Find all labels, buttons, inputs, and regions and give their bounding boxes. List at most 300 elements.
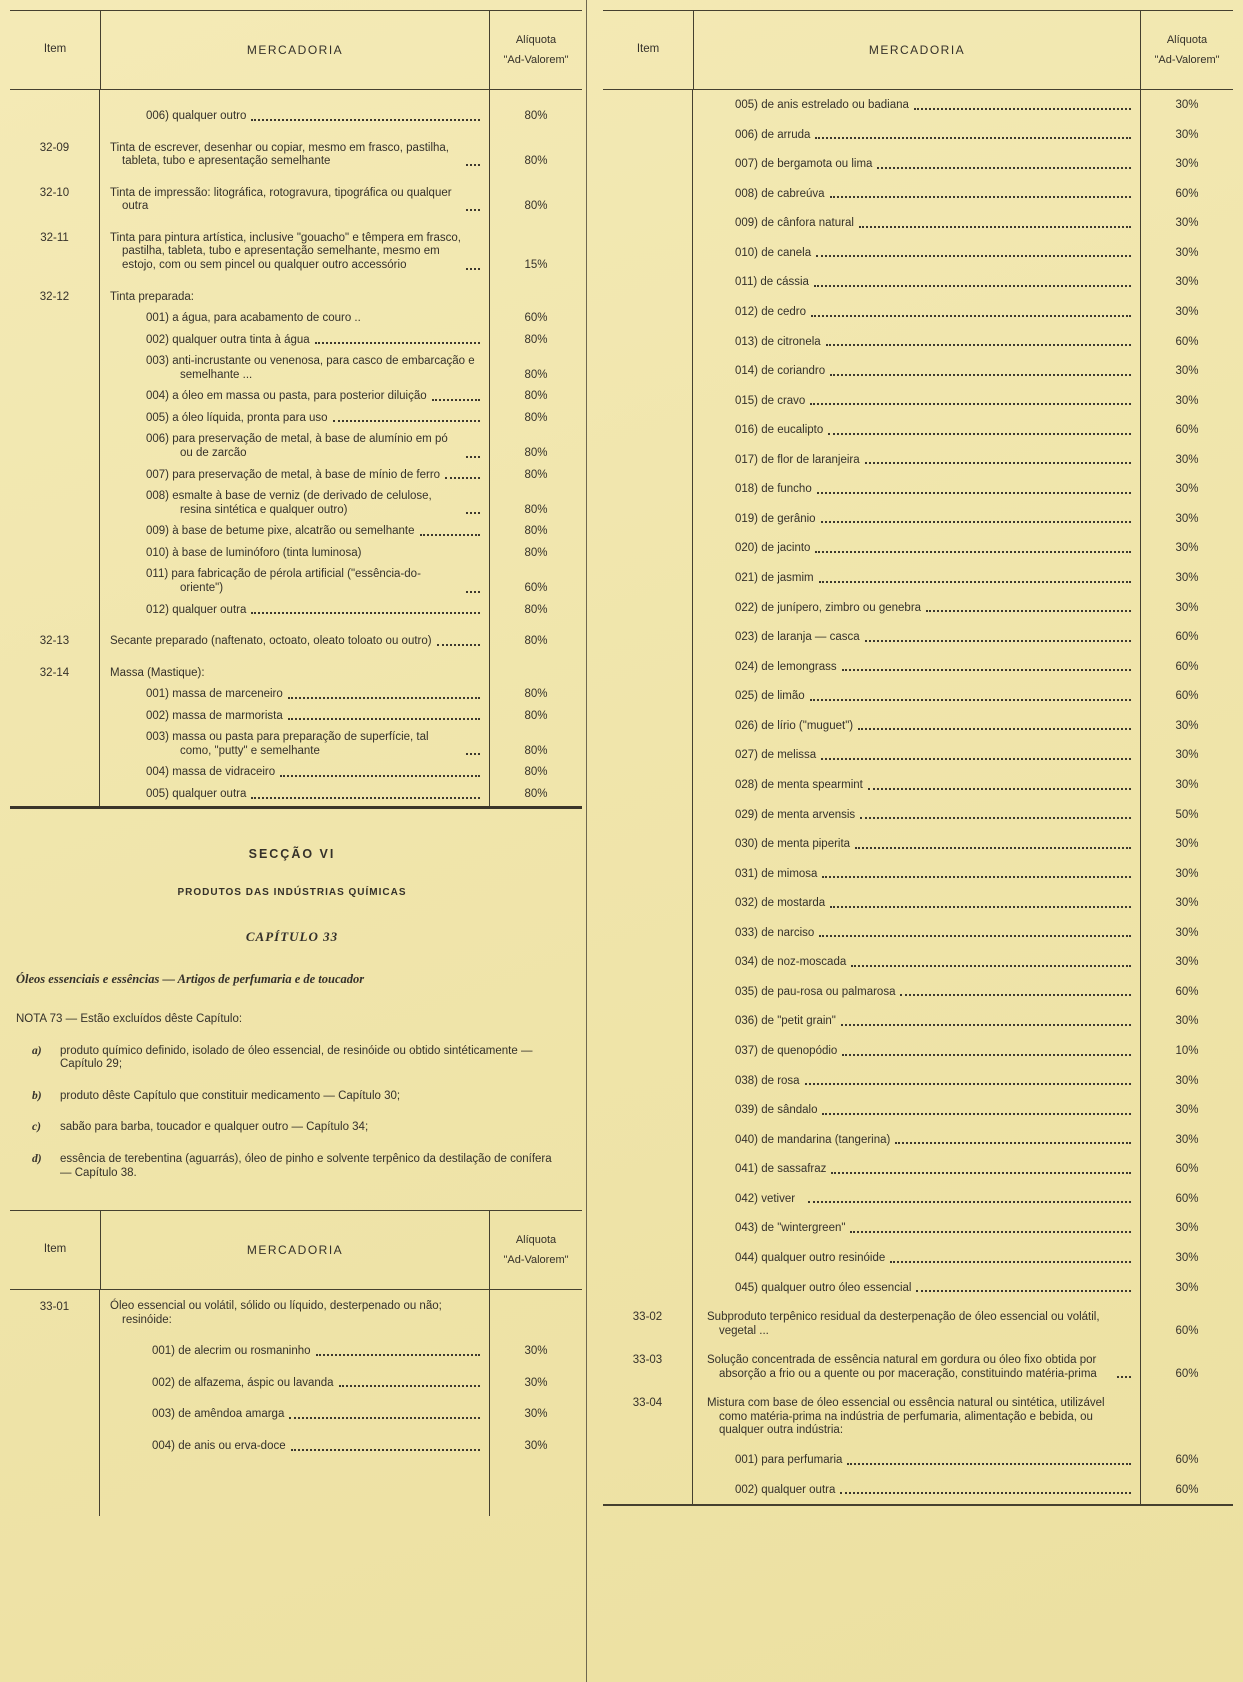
exclusion-letter: c) (32, 1121, 41, 1134)
exclusion-letter: d) (32, 1153, 42, 1165)
table-row (603, 208, 1233, 238)
table-row (603, 504, 1233, 534)
mercadoria-cell (100, 564, 490, 599)
mercadoria-cell (693, 711, 1141, 741)
mercadoria-text: 004) de anis ou erva-doce (152, 1439, 286, 1452)
mercadoria-cell (100, 173, 490, 218)
mercadoria-text: 018) de funcho (735, 483, 812, 496)
table-row (603, 238, 1233, 268)
table-row (10, 1430, 582, 1516)
mercadoria-cell (693, 1273, 1141, 1303)
aliquota-value (1141, 1388, 1233, 1445)
mercadoria-cell (693, 888, 1141, 918)
mercadoria-cell (693, 977, 1141, 1007)
item-code (10, 351, 100, 386)
dot-leader (288, 718, 480, 720)
table-row (603, 1302, 1233, 1345)
item-code: 32-09 (10, 128, 100, 173)
mercadoria-text: Tinta para pintura artística, inclusive "gouacho" e têmpera em frasco, pastilha, tableta, tubo e apresentação semelhante, mesmo em estojo, com ou sem pincel ou qualquer outro accessório (110, 231, 461, 271)
exclusion-letter: a) (32, 1044, 42, 1057)
dot-leader (466, 209, 480, 211)
item-code (603, 918, 693, 948)
item-code (10, 429, 100, 464)
aliquota-value: 50% (1175, 808, 1199, 821)
table-row (603, 563, 1233, 593)
aliquota-value: 30% (1175, 542, 1199, 555)
dot-leader (445, 477, 480, 479)
mercadoria-cell (693, 1006, 1141, 1036)
mercadoria-text: 029) de menta arvensis (735, 808, 856, 821)
item-code (603, 386, 693, 416)
table-row (10, 308, 582, 330)
dot-leader (858, 728, 1131, 730)
mercadoria-text: 034) de noz-moscada (735, 956, 847, 969)
dot-leader (466, 753, 480, 755)
aliquota-value: 10% (1175, 1045, 1199, 1057)
table-row (10, 1290, 582, 1335)
dot-leader (855, 847, 1131, 849)
dot-leader (830, 374, 1131, 376)
item-code (603, 1066, 693, 1096)
right-column (586, 0, 1243, 1682)
dot-leader (466, 456, 480, 458)
table-row (10, 128, 582, 173)
table-row (603, 1095, 1233, 1125)
mercadoria-text: 037) de quenopódio (735, 1045, 838, 1057)
aliquota-value: 80% (524, 503, 548, 516)
table-row (10, 521, 582, 543)
mercadoria-text: Tinta de impressão: litográfica, rotogravura, tipográfica ou qualquer outra (110, 186, 452, 213)
dot-leader (859, 226, 1131, 228)
mercadoria-cell (693, 947, 1141, 977)
mercadoria-cell (693, 918, 1141, 948)
dot-leader (814, 285, 1131, 287)
dot-leader (900, 994, 1131, 996)
mercadoria-text: 035) de pau-rosa ou palmarosa (735, 985, 896, 998)
mercadoria-cell (100, 1430, 490, 1516)
table-row (603, 1006, 1233, 1036)
mercadoria-text: 020) de jacinto (735, 542, 811, 555)
dot-leader (860, 817, 1131, 819)
dot-leader (432, 399, 480, 401)
mercadoria-cell (693, 504, 1141, 534)
dot-leader (842, 669, 1131, 671)
table-row (603, 327, 1233, 357)
dot-leader (822, 1113, 1131, 1115)
item-code: 32-14 (10, 653, 100, 685)
item-code (603, 415, 693, 445)
item-code (603, 1036, 693, 1066)
item-code (603, 327, 693, 357)
aliquota-value: 60% (1175, 187, 1199, 200)
aliquota-value: 30% (524, 1376, 548, 1389)
item-code (603, 681, 693, 711)
aliquota-value: 60% (1175, 985, 1199, 998)
aliquota-value: 30% (1175, 365, 1199, 378)
item-code (603, 445, 693, 475)
mercadoria-text: Mistura com base de óleo essencial ou essência natural ou sintética, utilizável como matéria-prima na indústria de perfumaria, alimentação e bebida, ou qualquer outra indústria: (707, 1397, 1105, 1437)
mercadoria-cell (100, 1335, 490, 1367)
item-code (603, 1125, 693, 1155)
table-row (603, 770, 1233, 800)
dot-leader (466, 512, 480, 514)
mercadoria-text: 016) de eucalipto (735, 424, 824, 437)
aliquota-value: 30% (1175, 128, 1199, 141)
mercadoria-text: 015) de cravo (735, 394, 806, 407)
mercadoria-text: 031) de mimosa (735, 867, 818, 880)
mercadoria-text: 005) qualquer outra (146, 788, 247, 800)
item-code (603, 149, 693, 179)
item-code (603, 267, 693, 297)
mercadoria-cell (693, 327, 1141, 357)
dot-leader (868, 788, 1131, 790)
dot-leader (810, 699, 1131, 701)
dot-leader (821, 758, 1131, 760)
mercadoria-cell (100, 762, 490, 784)
table-row (603, 740, 1233, 770)
aliquota-value: 30% (1175, 1133, 1199, 1146)
mercadoria-cell (100, 1290, 490, 1335)
dot-leader (251, 797, 480, 799)
aliquota-value: 30% (1175, 572, 1199, 584)
item-code (603, 90, 693, 120)
aliquota-value: 60% (1175, 1454, 1199, 1466)
item-code (10, 762, 100, 784)
aliquota-value: 60% (1175, 335, 1199, 348)
mercadoria-text: 028) de menta spearmint (735, 778, 863, 791)
table-body (603, 90, 1233, 1504)
mercadoria-cell (693, 120, 1141, 150)
aliquota-value: 80% (524, 155, 548, 168)
table-row (603, 1243, 1233, 1273)
table-row (603, 149, 1233, 179)
dot-leader (816, 255, 1131, 257)
mercadoria-text: 025) de limão (735, 690, 805, 703)
item-code (603, 356, 693, 386)
dot-leader (251, 119, 480, 121)
dot-leader (851, 965, 1131, 967)
item-code (603, 947, 693, 977)
item-code (603, 859, 693, 889)
mercadoria-text: 041) de sassafraz (735, 1163, 827, 1176)
mercadoria-text: 002) qualquer outra (735, 1483, 836, 1496)
item-code (603, 622, 693, 652)
mercadoria-text: 045) qualquer outro óleo essencial (735, 1281, 912, 1294)
mercadoria-cell (100, 90, 490, 128)
aliquota-value: 30% (1175, 158, 1199, 171)
item-code (603, 1006, 693, 1036)
aliquota-value: 30% (1175, 1104, 1199, 1117)
mercadoria-cell (693, 681, 1141, 711)
aliquota-value: 60% (524, 312, 548, 325)
mercadoria-cell (100, 600, 490, 622)
mercadoria-cell (693, 445, 1141, 475)
dot-leader (817, 492, 1131, 494)
dot-leader (840, 1492, 1131, 1494)
header-item: Item (603, 11, 694, 89)
table-row (603, 918, 1233, 948)
item-code (603, 1243, 693, 1273)
dot-leader (890, 1261, 1131, 1263)
mercadoria-cell (100, 543, 490, 565)
item-code: 33-04 (603, 1388, 693, 1445)
item-code (603, 563, 693, 593)
dot-leader (916, 1290, 1131, 1292)
mercadoria-cell (100, 465, 490, 487)
aliquota-value: 30% (1175, 867, 1199, 880)
mercadoria-cell (693, 474, 1141, 504)
dot-leader (1117, 1376, 1131, 1378)
mercadoria-cell (100, 128, 490, 173)
table-row (10, 486, 582, 521)
exclusion-letter: b) (32, 1089, 42, 1102)
table-row (10, 684, 582, 706)
dot-leader (810, 403, 1131, 405)
dot-leader (819, 581, 1131, 583)
item-code (10, 784, 100, 806)
item-code (10, 330, 100, 352)
mercadoria-cell (693, 622, 1141, 652)
mercadoria-cell (100, 429, 490, 464)
dot-leader (437, 644, 480, 646)
table-row (603, 977, 1233, 1007)
item-code (10, 1367, 100, 1399)
aliquota-value: 30% (1175, 217, 1199, 230)
tariff-table-33-continued (603, 10, 1233, 1506)
header-aliquota-line2: "Ad-Valorem" (1154, 53, 1220, 66)
item-code (10, 90, 100, 128)
mercadoria-cell (100, 521, 490, 543)
item-code (10, 1335, 100, 1367)
aliquota-value: 60% (1175, 1483, 1199, 1496)
header-aliquota-line2: "Ad-Valorem" (503, 53, 569, 66)
table-header (603, 11, 1233, 90)
item-code (10, 521, 100, 543)
item-code (603, 208, 693, 238)
item-code (10, 465, 100, 487)
mercadoria-text: 009) de cânfora natural (735, 217, 854, 230)
mercadoria-cell (693, 297, 1141, 327)
mercadoria-text: 044) qualquer outro resinóide (735, 1251, 886, 1264)
mercadoria-cell (693, 740, 1141, 770)
aliquota-value: 80% (524, 688, 548, 701)
exclusion-item-c (32, 1121, 568, 1135)
item-code (10, 543, 100, 565)
mercadoria-cell (693, 829, 1141, 859)
dot-leader (315, 342, 480, 344)
header-aliquota-line1: Alíquota (515, 1233, 557, 1246)
mercadoria-text: 003) de amêndoa amarga (152, 1408, 285, 1421)
dot-leader (819, 935, 1131, 937)
aliquota-value (490, 1290, 582, 1335)
dot-leader (842, 1054, 1131, 1056)
dot-leader (805, 1083, 1131, 1085)
tariff-table-33-start (10, 1210, 582, 1515)
mercadoria-cell (693, 533, 1141, 563)
item-code (603, 1213, 693, 1243)
aliquota-value (490, 653, 582, 685)
table-row (10, 1367, 582, 1399)
item-code (603, 1475, 693, 1505)
table-row (603, 1125, 1233, 1155)
dot-leader (830, 906, 1131, 908)
mercadoria-cell (693, 652, 1141, 682)
table-row (10, 330, 582, 352)
mercadoria-text: 033) de narciso (735, 926, 815, 939)
aliquota-value: 30% (1175, 1281, 1199, 1294)
item-code (603, 1154, 693, 1184)
dot-leader (291, 1449, 480, 1451)
table-row (10, 429, 582, 464)
mercadoria-cell (693, 1475, 1141, 1505)
dot-leader (828, 433, 1131, 435)
mercadoria-cell (693, 267, 1141, 297)
item-code (10, 1430, 100, 1516)
aliquota-value: 30% (524, 1345, 548, 1358)
aliquota-value: 60% (1175, 631, 1199, 644)
mercadoria-text: Massa (Mastique): (110, 666, 205, 679)
mercadoria-text: 040) de mandarina (tangerina) (735, 1133, 891, 1146)
table-row (10, 277, 582, 309)
mercadoria-text: 009) à base de betume pixe, alcatrão ou semelhante (146, 525, 415, 538)
table-row (10, 543, 582, 565)
item-code (603, 120, 693, 150)
table-row (603, 90, 1233, 120)
mercadoria-text: 006) de arruda (735, 128, 811, 141)
dot-leader (466, 591, 480, 593)
table-header (10, 1211, 582, 1290)
aliquota-value: 80% (524, 368, 548, 381)
mercadoria-text: 004) massa de vidraceiro (146, 766, 276, 779)
mercadoria-text: 001) massa de marceneiro (146, 688, 283, 701)
table-row (10, 1335, 582, 1367)
mercadoria-text: 006) para preservação de metal, à base de alumínio em pó ou de zarcão (146, 433, 448, 459)
mercadoria-cell (100, 784, 490, 806)
mercadoria-text: 024) de lemongrass (735, 660, 837, 673)
mercadoria-cell (693, 1036, 1141, 1066)
mercadoria-cell (693, 1243, 1141, 1273)
table-row (603, 297, 1233, 327)
aliquota-value: 60% (524, 581, 548, 594)
exclusion-item-b (32, 1090, 568, 1104)
mercadoria-text: 010) à base de luminóforo (tinta luminosa) (146, 546, 362, 559)
aliquota-value: 80% (524, 411, 548, 424)
table-row (603, 888, 1233, 918)
item-code (603, 711, 693, 741)
exclusion-item-a (32, 1045, 568, 1072)
table-row (10, 762, 582, 784)
item-code (10, 600, 100, 622)
table-row (10, 408, 582, 430)
aliquota-value: 30% (1175, 1015, 1199, 1028)
dot-leader (850, 1231, 1131, 1233)
mercadoria-text: 027) de melissa (735, 749, 817, 762)
tariff-table-32 (10, 10, 582, 809)
item-code: 32-12 (10, 277, 100, 309)
aliquota-value: 60% (1175, 1367, 1199, 1380)
table-row (603, 267, 1233, 297)
table-row (10, 727, 582, 762)
table-row (603, 829, 1233, 859)
mercadoria-text: 017) de flor de laranjeira (735, 453, 860, 466)
aliquota-value: 60% (1175, 690, 1199, 703)
table-row (10, 386, 582, 408)
table-row (603, 711, 1233, 741)
left-column (0, 0, 586, 1682)
mercadoria-text: 010) de canela (735, 246, 812, 259)
aliquota-value: 30% (524, 1408, 548, 1421)
table-row (10, 465, 582, 487)
dot-leader (815, 551, 1131, 553)
item-code (603, 1445, 693, 1475)
item-code (10, 727, 100, 762)
mercadoria-cell (693, 593, 1141, 623)
mercadoria-cell (100, 386, 490, 408)
item-code: 33-02 (603, 1302, 693, 1345)
table-row (603, 593, 1233, 623)
mercadoria-text: 006) qualquer outro (146, 110, 247, 122)
aliquota-value: 80% (524, 110, 548, 122)
dot-leader (821, 521, 1131, 523)
aliquota-value: 30% (1175, 246, 1199, 259)
dot-leader (914, 108, 1131, 110)
header-mercadoria: MERCADORIA (101, 11, 490, 89)
mercadoria-cell (100, 218, 490, 277)
item-code (10, 564, 100, 599)
aliquota-value (490, 277, 582, 309)
mercadoria-cell (693, 90, 1141, 120)
dot-leader (333, 420, 480, 422)
mercadoria-cell (693, 859, 1141, 889)
header-aliquota-line1: Alíquota (515, 33, 557, 46)
item-code: 33-03 (603, 1345, 693, 1388)
item-code (603, 829, 693, 859)
dot-leader (280, 775, 480, 777)
mercadoria-cell (693, 1095, 1141, 1125)
mercadoria-cell (693, 149, 1141, 179)
table-row (10, 784, 582, 806)
mercadoria-cell (100, 653, 490, 685)
table-row (603, 622, 1233, 652)
mercadoria-text: 013) de citronela (735, 335, 821, 348)
table-row (603, 1213, 1233, 1243)
dot-leader (815, 137, 1131, 139)
table-row (603, 1154, 1233, 1184)
table-row (603, 947, 1233, 977)
table-row (603, 120, 1233, 150)
mercadoria-cell (100, 621, 490, 653)
section-title: SECÇÃO VI (248, 846, 336, 861)
dot-leader (466, 164, 480, 166)
mercadoria-cell (100, 408, 490, 430)
item-code (603, 474, 693, 504)
table-row (10, 218, 582, 277)
mercadoria-text: 030) de menta piperita (735, 838, 851, 851)
mercadoria-cell (693, 179, 1141, 209)
item-code (603, 593, 693, 623)
item-code (10, 1398, 100, 1430)
dot-leader (288, 697, 480, 699)
mercadoria-cell (100, 706, 490, 728)
aliquota-value: 15% (524, 258, 548, 271)
table-row (10, 90, 582, 128)
mercadoria-text: 012) qualquer outra (146, 603, 247, 616)
dot-leader (831, 1172, 1131, 1174)
item-code (10, 308, 100, 330)
dot-leader (830, 196, 1131, 198)
mercadoria-cell (693, 1302, 1141, 1345)
mercadoria-text: 002) massa de marmorista (146, 709, 283, 722)
